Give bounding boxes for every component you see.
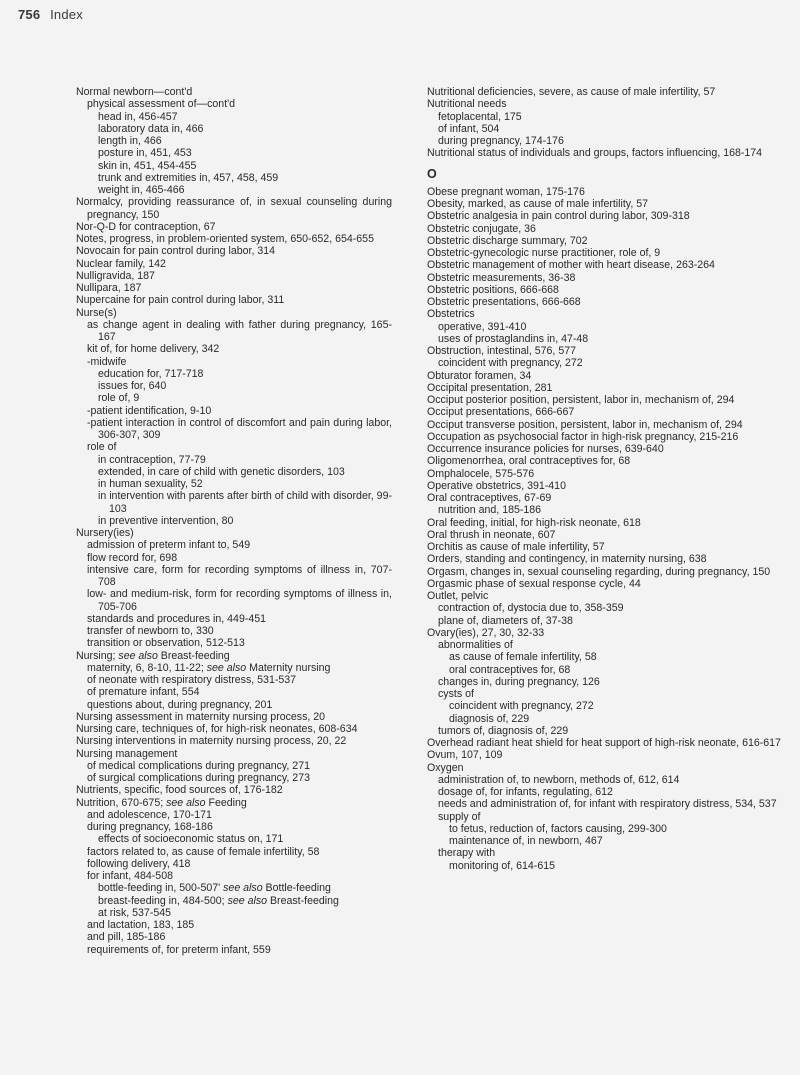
index-entry-text: Obese pregnant woman, 175-176 — [427, 185, 585, 198]
index-entry — [98, 907, 392, 919]
index-entry-text: changes in, during pregnancy, 126 — [438, 675, 600, 688]
index-entry-text: Orders, standing and contingency, in maternity nursing, 638 — [427, 553, 707, 566]
index-entry-text: Oral contraceptives, 67-69 — [427, 492, 552, 504]
index-entry-text: Obstruction, intestinal, 576, 577 — [427, 345, 576, 357]
index-entry-text: physical assessment of—cont'd — [87, 98, 236, 111]
index-entry — [427, 566, 787, 578]
index-entry-text: Nursing assessment in maternity nursing process, 20 — [76, 710, 326, 723]
index-entry — [449, 835, 787, 847]
index-entry-text: Nutritional needs — [427, 98, 507, 111]
index-entry-text: Nutritional deficiencies, severe, as cause of male infertility, 57 — [427, 86, 716, 98]
index-entry-text: Nuclear family, 142 — [76, 257, 166, 270]
index-entry — [427, 308, 787, 320]
index-entry-text: uses of prostaglandins in, 47-48 — [438, 332, 589, 345]
page-number: 756 — [18, 7, 41, 22]
index-entry-text: length in, 466 — [98, 135, 162, 147]
index-entry — [87, 944, 392, 956]
index-entry-text: -patient identification, 9-10 — [87, 404, 212, 417]
index-entry — [427, 517, 787, 529]
index-entry — [438, 725, 787, 737]
index-entry — [438, 688, 787, 700]
page-title: Index — [50, 7, 83, 22]
index-entry-text: Nursing interventions in maternity nursing process, 20, 22 — [76, 735, 347, 748]
index-entry — [427, 345, 787, 357]
index-entry-text: transfer of newborn to, 330 — [87, 625, 214, 637]
index-entry-text: Novocain for pain control during labor, 314 — [76, 245, 276, 258]
index-entry — [427, 370, 787, 382]
index-entry — [76, 527, 392, 539]
index-entry — [427, 235, 787, 247]
index-entry — [427, 147, 787, 159]
index-entry-text: of premature infant, 554 — [87, 686, 200, 699]
index-entry — [87, 870, 392, 882]
index-entry — [87, 98, 392, 110]
index-entry — [98, 123, 392, 135]
see-also-target: Bottle-feeding — [262, 882, 331, 895]
index-entry — [427, 492, 787, 504]
index-entry — [87, 405, 392, 417]
index-entry-text: Nursing; — [76, 649, 119, 662]
index-entry-text: contraction of, dystocia due to, 358-359 — [438, 602, 624, 615]
index-entry-text: bottle-feeding in, 500-507' — [98, 882, 224, 895]
index-entry-text: posture in, 451, 453 — [98, 147, 192, 160]
see-also-reference: see also — [118, 649, 158, 662]
index-entry-text: Nursing care, techniques of, for high-risk neonates, 608-634 — [76, 723, 358, 735]
index-entry-text: Normal newborn—cont'd — [76, 86, 193, 98]
index-entry-text: Obstetric presentations, 666-668 — [427, 296, 581, 308]
index-entry-text: admission of preterm infant to, 549 — [87, 539, 251, 552]
index-entry — [87, 699, 392, 711]
index-entry — [98, 147, 392, 159]
index-entry — [76, 650, 392, 662]
index-entry-text: in human sexuality, 52 — [98, 478, 203, 490]
index-entry-text: Occurrence insurance policies for nurses, 639-640 — [427, 443, 664, 455]
index-entry-text: diagnosis of, 229 — [449, 712, 530, 725]
index-entry-text: -patient interaction in control of discomfort and pain during labor, 306-307, 309 — [87, 416, 392, 441]
index-entry-text: Occipital presentation, 281 — [427, 381, 553, 394]
index-entry — [98, 368, 392, 380]
index-entry-text: maternity, 6, 8-10, 11-22; — [87, 661, 207, 674]
index-entry — [98, 135, 392, 147]
index-entry-text: during pregnancy, 174-176 — [438, 135, 564, 147]
index-entry-text: at risk, 537-545 — [98, 906, 172, 919]
index-entry-text: Occiput posterior position, persistent, labor in, mechanism of, 294 — [427, 394, 735, 406]
index-entry — [427, 762, 787, 774]
index-entry-text: Occiput presentations, 666-667 — [427, 406, 575, 419]
index-entry-text: flow record for, 698 — [87, 551, 178, 564]
index-entry — [438, 774, 787, 786]
index-entry-text: Oral feeding, initial, for high-risk neonate, 618 — [427, 516, 641, 529]
index-entry — [427, 247, 787, 259]
index-entry — [87, 931, 392, 943]
index-entry-text: Nullipara, 187 — [76, 282, 142, 294]
index-entry — [98, 184, 392, 196]
index-entry-text: Obstetrics — [427, 308, 475, 321]
index-entry — [427, 468, 787, 480]
index-entry — [98, 882, 392, 894]
index-entry — [427, 480, 787, 492]
index-entry-text: transition or observation, 512-513 — [87, 637, 245, 650]
index-entry — [438, 786, 787, 798]
index-entry-text: Obstetric management of mother with heart disease, 263-264 — [427, 259, 715, 272]
index-entry — [427, 98, 787, 110]
index-entry-text: role of, 9 — [98, 392, 140, 405]
index-entry-text: abnormalities of — [438, 639, 513, 651]
index-entry — [76, 258, 392, 270]
index-entry-text: needs and administration of, for infant with respiratory distress, 534, 537 — [438, 798, 777, 811]
index-entry-text: oral contraceptives for, 68 — [449, 663, 571, 676]
index-entry — [438, 321, 787, 333]
index-entry-text: Operative obstetrics, 391-410 — [427, 479, 566, 492]
index-entry — [76, 221, 392, 233]
index-entry — [427, 443, 787, 455]
index-entry-text: Ovary(ies), 27, 30, 32-33 — [427, 626, 545, 639]
index-entry-text: nutrition and, 185-186 — [438, 504, 542, 517]
index-entry — [427, 394, 787, 406]
index-entry — [427, 198, 787, 210]
index-entry-text: weight in, 465-466 — [98, 184, 185, 196]
index-entry — [87, 821, 392, 833]
index-entry — [76, 711, 392, 723]
index-entry — [76, 196, 392, 221]
index-entry-text: Orgasmic phase of sexual response cycle, 44 — [427, 577, 641, 590]
index-entry — [87, 552, 392, 564]
index-entry-text: Nutrition, 670-675; — [76, 796, 167, 809]
index-entry-text: fetoplacental, 175 — [438, 110, 522, 123]
index-entry-text: intensive care, form for recording symptoms of illness in, 707-708 — [87, 563, 392, 588]
index-entry — [427, 431, 787, 443]
index-entry-text: dosage of, for infants, regulating, 612 — [438, 786, 613, 798]
index-entry — [98, 466, 392, 478]
index-entry — [438, 504, 787, 516]
index-entry-text: Obesity, marked, as cause of male infertility, 57 — [427, 198, 648, 210]
index-entry — [427, 86, 787, 98]
index-entry-text: and adolescence, 170-171 — [87, 808, 212, 821]
index-entry-text: therapy with — [438, 847, 496, 860]
index-entry — [427, 749, 787, 761]
index-entry — [98, 392, 392, 404]
see-also-reference: see also — [166, 796, 206, 809]
index-entry — [87, 625, 392, 637]
index-entry — [76, 245, 392, 257]
index-entry — [438, 111, 787, 123]
index-entry-text: education for, 717-718 — [98, 367, 204, 380]
index-entry-text: and lactation, 183, 185 — [87, 919, 195, 931]
index-entry — [87, 588, 392, 613]
index-entry — [449, 860, 787, 872]
index-entry-text: administration of, to newborn, methods of, 612, 614 — [438, 773, 680, 786]
index-entry-text: to fetus, reduction of, factors causing, 299-300 — [449, 822, 667, 835]
index-entry-text: in contraception, 77-79 — [98, 453, 206, 466]
index-entry-text: Nutritional status of individuals and groups, factors influencing, 168-174 — [427, 147, 763, 160]
index-entry-text: Outlet, pelvic — [427, 590, 489, 602]
index-entry-text: head in, 456-457 — [98, 110, 178, 123]
index-entry-text: requirements of, for preterm infant, 559 — [87, 943, 271, 956]
index-entry — [427, 223, 787, 235]
index-entry — [427, 296, 787, 308]
index-entry-text: maintenance of, in newborn, 467 — [449, 835, 603, 847]
index-entry-text: effects of socioeconomic status on, 171 — [98, 833, 284, 846]
index-entry-text: factors related to, as cause of female infertility, 58 — [87, 845, 320, 858]
see-also-target: Maternity nursing — [246, 661, 331, 674]
index-entry-text: Nor-Q-D for contraception, 67 — [76, 220, 216, 233]
index-entry-text: Nursery(ies) — [76, 527, 134, 539]
index-entry — [449, 823, 787, 835]
index-entry — [98, 478, 392, 490]
index-entry-text: of surgical complications during pregnancy, 273 — [87, 772, 310, 784]
index-entry — [427, 455, 787, 467]
index-entry-text: Nursing management — [76, 747, 178, 760]
index-entry-text: laboratory data in, 466 — [98, 122, 204, 135]
index-entry — [427, 186, 787, 198]
index-entry-text: Orchitis as cause of male infertility, 57 — [427, 541, 605, 553]
index-entry — [427, 737, 787, 749]
index-entry-text: low- and medium-risk, form for recording symptoms of illness in, 705-706 — [87, 588, 392, 613]
index-entry — [87, 686, 392, 698]
index-entry — [98, 515, 392, 527]
index-entry — [87, 674, 392, 686]
index-entry — [449, 664, 787, 676]
index-entry — [87, 846, 392, 858]
index-entry — [76, 307, 392, 319]
index-entry — [438, 357, 787, 369]
index-entry — [87, 772, 392, 784]
index-entry-text: questions about, during pregnancy, 201 — [87, 698, 273, 711]
index-entry-text: kit of, for home delivery, 342 — [87, 343, 220, 356]
index-entry — [76, 735, 392, 747]
index-entry-text: Obstetric analgesia in pain control during labor, 309-318 — [427, 210, 690, 223]
index-entry — [427, 284, 787, 296]
index-entry-text: coincident with pregnancy, 272 — [438, 357, 583, 370]
index-entry — [438, 123, 787, 135]
index-entry — [87, 539, 392, 551]
index-entry-text: supply of — [438, 810, 481, 823]
index-entry — [98, 490, 392, 515]
index-entry-text: breast-feeding in, 484-500; — [98, 894, 228, 907]
index-entry — [87, 441, 392, 453]
index-entry — [438, 333, 787, 345]
index-entry — [449, 651, 787, 663]
index-entry-text: in intervention with parents after birth of child with disorder, 99-103 — [98, 490, 392, 515]
index-entry-text: Oxygen — [427, 761, 464, 774]
index-entry — [438, 615, 787, 627]
index-entry-text: during pregnancy, 168-186 — [87, 821, 213, 833]
index-entry — [427, 553, 787, 565]
index-entry — [76, 784, 392, 796]
index-entry-text: Oral thrush in neonate, 607 — [427, 528, 556, 541]
index-entry-text: tumors of, diagnosis of, 229 — [438, 724, 569, 737]
index-entry-text: as cause of female infertility, 58 — [449, 651, 597, 664]
index-entry-text: coincident with pregnancy, 272 — [449, 700, 594, 713]
index-entry-text: Occupation as psychosocial factor in high-risk pregnancy, 215-216 — [427, 430, 739, 443]
index-entry — [98, 160, 392, 172]
index-entry-text: of medical complications during pregnancy, 271 — [87, 759, 310, 772]
index-entry-text: issues for, 640 — [98, 380, 167, 392]
index-entry — [98, 111, 392, 123]
index-entry-text: Normalcy, providing reassurance of, in sexual counseling during pregnancy, 150 — [76, 196, 392, 221]
index-entry — [76, 748, 392, 760]
index-entry — [87, 919, 392, 931]
index-entry-text: cysts of — [438, 688, 474, 700]
index-entry-text: Oligomenorrhea, oral contraceptives for, 68 — [427, 455, 631, 468]
see-also-target: Breast-feeding — [267, 894, 339, 907]
index-entry-text: monitoring of, 614-615 — [449, 859, 556, 872]
index-entry — [87, 564, 392, 589]
index-entry — [87, 760, 392, 772]
see-also-reference: see also — [227, 894, 268, 907]
index-entry — [98, 380, 392, 392]
index-entry — [87, 417, 392, 442]
index-entry — [449, 713, 787, 725]
index-entry-text: standards and procedures in, 449-451 — [87, 612, 267, 625]
index-entry-text: of neonate with respiratory distress, 531-537 — [87, 674, 297, 686]
page-header — [18, 7, 83, 22]
index-entry — [427, 382, 787, 394]
index-entry-text: skin in, 451, 454-455 — [98, 159, 197, 172]
index-entry — [87, 662, 392, 674]
index-entry — [438, 602, 787, 614]
index-entry — [427, 419, 787, 431]
index-entry-text: Obstetric conjugate, 36 — [427, 222, 536, 235]
index-entry — [427, 406, 787, 418]
index-entry-text: extended, in care of child with genetic disorders, 103 — [98, 465, 345, 478]
index-entry — [87, 356, 392, 368]
index-entry — [87, 637, 392, 649]
index-entry — [98, 454, 392, 466]
index-entry-text: and pill, 185-186 — [87, 931, 166, 944]
index-entry — [427, 210, 787, 222]
index-entry-text: Nulligravida, 187 — [76, 269, 155, 282]
index-entry — [449, 700, 787, 712]
index-entry — [98, 833, 392, 845]
index-entry — [76, 294, 392, 306]
see-also-target: Feeding — [205, 796, 247, 809]
index-entry-text: Obstetric discharge summary, 702 — [427, 234, 588, 247]
index-entry — [427, 529, 787, 541]
index-entry — [427, 578, 787, 590]
index-entry — [427, 590, 787, 602]
index-entry — [76, 723, 392, 735]
index-entry-text: Nurse(s) — [76, 306, 117, 319]
index-entry — [438, 847, 787, 859]
see-also-reference: see also — [206, 661, 247, 674]
index-entry-text: Orgasm, changes in, sexual counseling regarding, during pregnancy, 150 — [427, 565, 771, 578]
index-entry-text: Overhead radiant heat shield for heat support of high-risk neonate, 616-617 — [427, 737, 781, 749]
index-entry — [427, 627, 787, 639]
index-entry-text: Obstetric positions, 666-668 — [427, 283, 559, 296]
index-entry-text: -midwife — [87, 355, 127, 368]
index-entry-text: trunk and extremities in, 457, 458, 459 — [98, 171, 279, 184]
index-entry-text: operative, 391-410 — [438, 320, 527, 333]
see-also-target: Breast-feeding — [157, 649, 230, 662]
index-entry — [87, 809, 392, 821]
index-entry-text: Notes, progress, in problem-oriented system, 650-652, 654-655 — [76, 233, 374, 245]
index-entry-text: Obturator foramen, 34 — [427, 369, 532, 382]
index-column-right — [427, 86, 787, 872]
index-entry-text: plane of, diameters of, 37-38 — [438, 614, 573, 627]
index-entry-text: role of — [87, 441, 117, 454]
index-entry-text: Occiput transverse position, persistent, labor in, mechanism of, 294 — [427, 418, 743, 431]
index-entry-text: as change agent in dealing with father during pregnancy, 165-167 — [87, 318, 392, 343]
index-entry — [87, 613, 392, 625]
index-entry-text: following delivery, 418 — [87, 857, 191, 870]
index-entry — [76, 270, 392, 282]
index-entry-text: Nutrients, specific, food sources of, 176-182 — [76, 784, 283, 797]
index-entry — [438, 811, 787, 823]
index-entry — [438, 639, 787, 651]
index-entry — [98, 895, 392, 907]
index-entry — [76, 797, 392, 809]
index-entry — [87, 319, 392, 344]
index-column-left — [76, 86, 392, 956]
index-entry-text: Ovum, 107, 109 — [427, 749, 503, 762]
index-entry-text: Nupercaine for pain control during labor, 311 — [76, 294, 285, 307]
index-entry — [98, 172, 392, 184]
see-also-reference: see also — [223, 882, 263, 895]
index-entry — [438, 798, 787, 810]
index-entry — [438, 135, 787, 147]
index-entry — [427, 259, 787, 271]
index-entry — [427, 272, 787, 284]
index-entry — [427, 541, 787, 553]
index-letter-heading: O — [427, 166, 437, 181]
index-entry — [76, 86, 392, 98]
index-entry-text: in preventive intervention, 80 — [98, 514, 234, 527]
index-entry — [438, 676, 787, 688]
index-entry-text: for infant, 484-508 — [87, 870, 173, 882]
index-entry — [87, 858, 392, 870]
index-entry — [76, 282, 392, 294]
index-entry-text: Obstetric-gynecologic nurse practitioner, role of, 9 — [427, 247, 661, 259]
index-entry-text: Omphalocele, 575-576 — [427, 467, 535, 480]
index-entry — [87, 343, 392, 355]
index-entry-text: of infant, 504 — [438, 122, 500, 135]
index-entry-text: Obstetric measurements, 36-38 — [427, 271, 576, 284]
index-entry — [76, 233, 392, 245]
